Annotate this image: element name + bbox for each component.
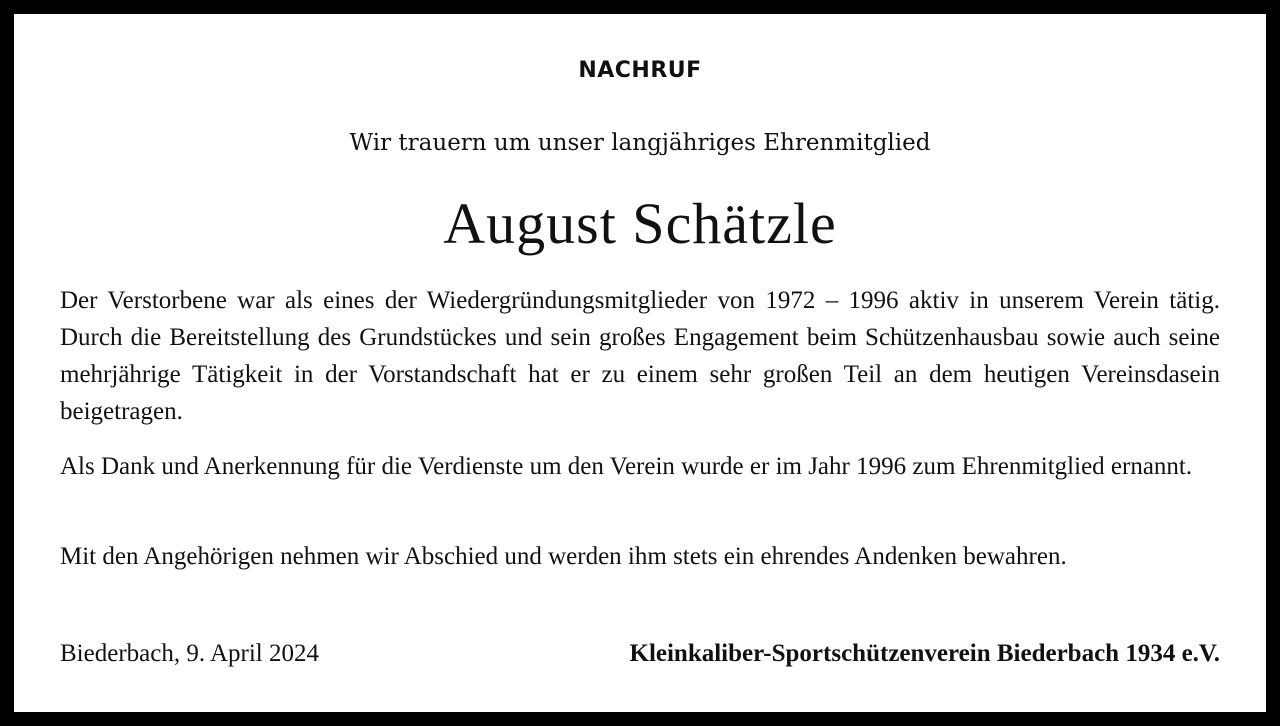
- deceased-name: August Schätzle: [443, 191, 837, 256]
- obituary-footer: [60, 640, 1220, 676]
- obituary-intro: Wir trauern um unser langjähriges Ehrenmitglied: [349, 130, 931, 156]
- paragraph-honorary: Als Dank und Anerkennung für die Verdienste um den Verein wurde er im Jahr 1996 zum Ehrenmitglied ernannt.: [60, 453, 1193, 480]
- club-name: Kleinkaliber-Sportschützenverein Biederbach 1934 e.V.: [629, 640, 1220, 667]
- paragraph-tribute: Der Verstorbene war als eines der Wiedergründungsmitglieder von 1972 – 1996 aktiv in unserem Verein tätig. Durch die Bereitstellung des Grundstückes und sein großes Engagement beim Schützenhausbau sowie auch seine mehrjährige Tätigkeit in der Vorstandschaft hat er zu einem sehr großen Teil an dem heutigen Vereinsdasein beigetragen.: [60, 287, 1220, 425]
- obituary-frame: [14, 14, 1266, 712]
- obituary-heading: NACHRUF: [578, 58, 702, 83]
- place-date: Biederbach, 9. April 2024: [60, 640, 319, 667]
- paragraph-farewell: Mit den Angehörigen nehmen wir Abschied und werden ihm stets ein ehrendes Andenken bewahren.: [60, 543, 1067, 570]
